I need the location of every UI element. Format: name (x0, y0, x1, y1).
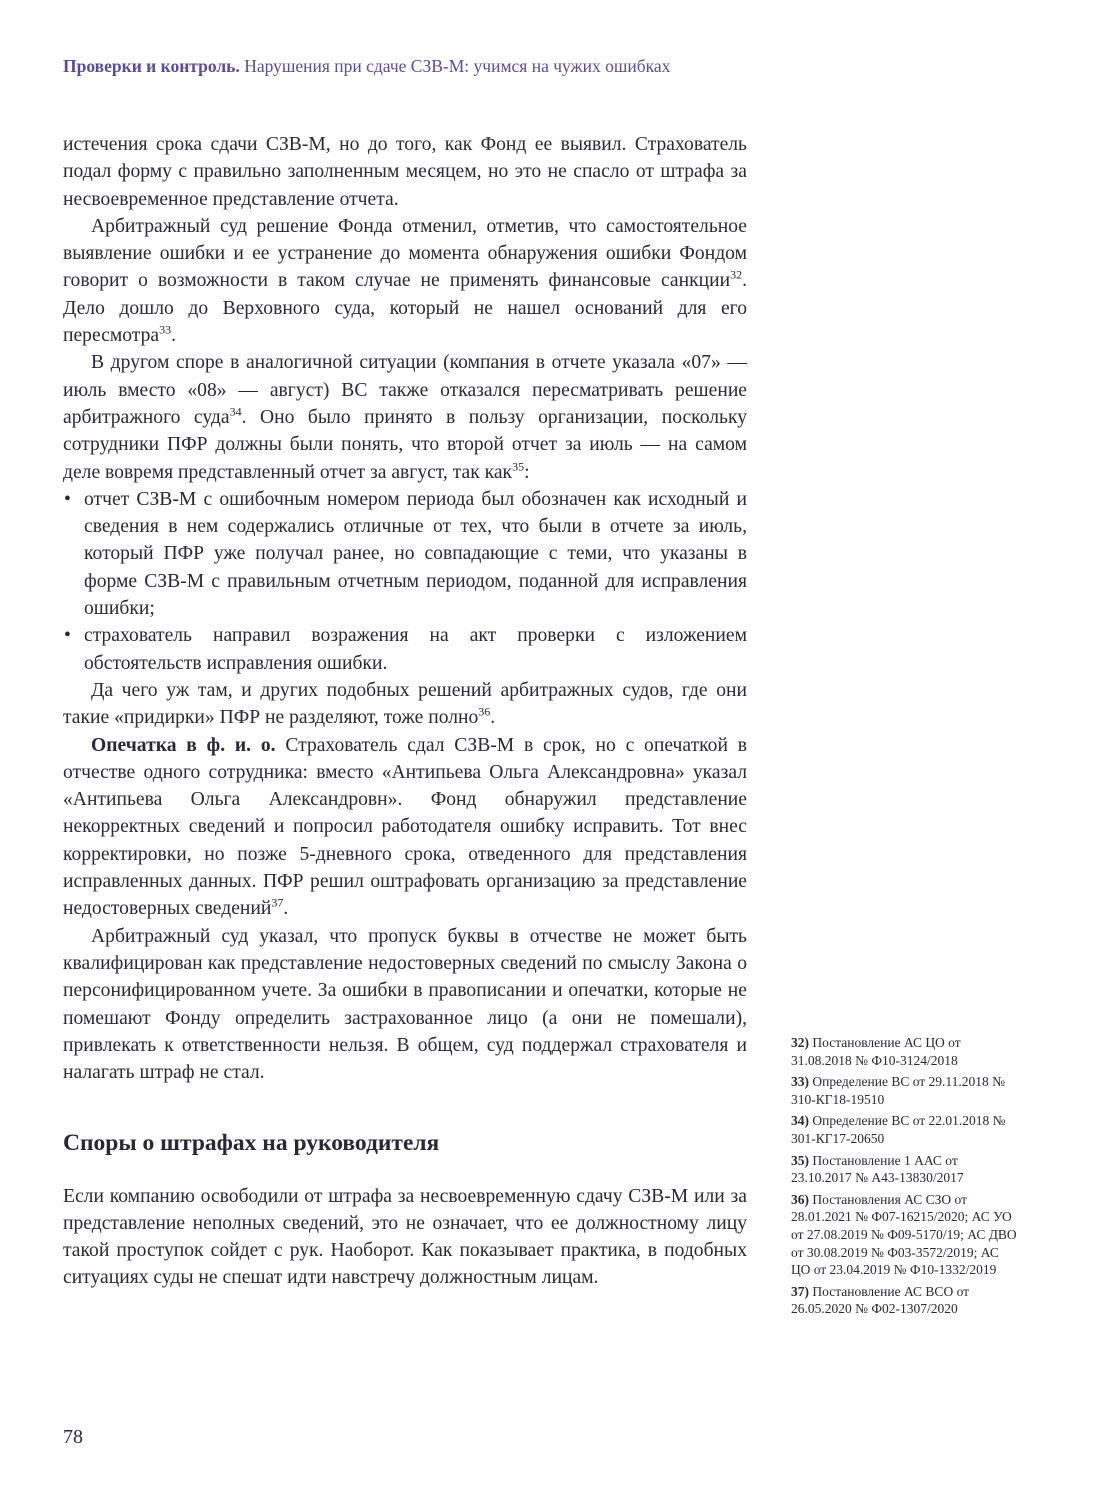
text-segment: В другом споре в аналогичной ситуации (компания в отчете указала «07» — июль вместо «08» — август) ВС также отказался пересматривать решение арбитражного суда (63, 352, 747, 428)
text-segment: : (524, 461, 530, 483)
run-in-heading-typo: Опечатка в ф. и. о. (91, 734, 276, 756)
paragraph-court-cancelled (63, 213, 747, 349)
footnote-number: 32) (791, 1035, 809, 1050)
footnote-text: Определение ВС от 22.01.2018 № 301-КГ17-20650 (791, 1113, 1006, 1146)
footnote-text: Постановление 1 ААС от 23.10.2017 № А43-13830/2017 (791, 1152, 964, 1186)
footnote-ref-37: 37 (271, 895, 284, 910)
footnote-35 (791, 1152, 1017, 1187)
footnote-37 (791, 1283, 1017, 1318)
bullet-list (63, 486, 747, 677)
text-segment: . (490, 707, 496, 729)
paragraph-similar-rulings (63, 677, 747, 732)
footnote-ref-36: 36 (478, 704, 491, 719)
footnote-text: Постановление АС ЦО от 31.08.2018 № Ф10-3124/2018 (791, 1035, 961, 1068)
page-number: 78 (63, 1426, 83, 1448)
footnote-ref-32: 32 (730, 267, 743, 282)
footnote-ref-35: 35 (512, 459, 525, 474)
text-segment: . (283, 898, 289, 920)
article-body (63, 131, 747, 1292)
paragraph-continuation: истечения срока сдачи СЗВ-М, но до того, как Фонд ее выявил. Страхователь подал форму с правильно заполненным месяцем, но это не спасло от штрафа за несвоевременное представление отчета. (63, 134, 747, 210)
paragraph-missing-letter: Арбитражный суд указал, что пропуск буквы в отчестве не может быть квалифицирован как представление недостоверных сведений по смыслу Закона о персонифицированном учете. За ошибки в правописании и опечатки, которые не помешают Фонду определить застрахованное лицо (а они не помешали), привлекать к ответственности нельзя. В общем, суд поддержал страхователя и налагать штраф не стал. (63, 925, 747, 1084)
footnote-number: 37) (791, 1283, 809, 1299)
footnote-text: Постановление АС ВСО от 26.05.2020 № Ф02-1307/2020 (791, 1283, 970, 1317)
footnote-number: 36) (791, 1191, 809, 1207)
footnote-34 (791, 1112, 1017, 1147)
footnotes-column (791, 1034, 1017, 1322)
text-segment: Арбитражный суд решение Фонда отменил, отметив, что самостоятельное выявление ошибки и ее устранение до момента обнаружения ошибки Фондом говорит о возможности в таком случае не применять финансовые санкции (63, 215, 747, 292)
paragraph-director-fines: Если компанию освободили от штрафа за несвоевременную сдачу СЗВ-М или за представление неполных сведений, это не означает, что ее должностному лицу такой проступок сойдет с рук. Наоборот. Как показывает практика, в подобных ситуациях суды не спешат идти навстречу должностным лицам. (63, 1185, 747, 1289)
footnote-number: 33) (791, 1074, 809, 1090)
footnote-number: 34) (791, 1113, 809, 1129)
footnote-36 (791, 1191, 1017, 1279)
bullet-item-objections: • страхователь направил возражения на акт проверки с изложением обстоятельств исправления ошибки. (63, 622, 747, 677)
running-head (63, 55, 1043, 77)
running-head-section: Проверки и контроль. (63, 56, 240, 76)
footnote-33 (791, 1073, 1017, 1108)
footnote-ref-33: 33 (159, 322, 172, 337)
bullet-item-wrong-period: • отчет СЗВ-М с ошибочным номером периода был обозначен как исходный и сведения в нем содержались отличные от тех, что были в отчете за июль, который ПФР уже получал ранее, но совпадающие с теми, что указаны в форме СЗВ-М с правильным отчетным периодом, поданной для исправления ошибки; (63, 486, 747, 622)
footnote-number: 35) (791, 1152, 809, 1168)
text-segment: Страхователь сдал СЗВ-М в срок, но с опечаткой в отчестве одного сотрудника: вместо «Антипьева Ольга Александровна» указал «Антипьева Ольга Александровн». Фонд обнаружил представление некорректных сведений и попросил работодателя ошибку исправить. Тот внес корректировки, но позже 5-дневного срока, отведенного для представления исправленных данных. ПФР решил оштрафовать организацию за представление недостоверных сведений (63, 734, 747, 920)
footnote-text: Определение ВС от 29.11.2018 № 310-КГ18-19510 (791, 1074, 1006, 1107)
text-segment: . (171, 325, 176, 347)
footnote-text: Постановления АС СЗО от 28.01.2021 № Ф07-16215/2020; АС УО от 27.08.2019 № Ф09-5170/19; АС ДВО от 30.08.2019 № Ф03-3572/2019; АС ЦО от 23.04.2019 № Ф10-1332/2019 (791, 1191, 1017, 1278)
paragraph-other-dispute (63, 349, 747, 485)
text-segment: . Дело дошло до Верховного суда, который не нашел оснований для его пересмотра (63, 270, 747, 347)
text-segment: . Оно было принято в пользу организации, поскольку сотрудники ПФР должны были понять, что второй отчет за июль — на самом деле вовремя представленный отчет за август, так как (63, 406, 747, 483)
footnote-32 (791, 1034, 1017, 1069)
section-heading-director-fines: Споры о штрафах на руководителя (63, 1130, 440, 1157)
paragraph-typo-in-name (63, 732, 747, 923)
running-head-title: Нарушения при сдаче СЗВ-М: учимся на чужих ошибках (244, 56, 671, 76)
text-segment: Да чего уж там, и других подобных решений арбитражных судов, где они такие «придирки» ПФР не разделяют, тоже полно (63, 679, 747, 729)
footnote-ref-34: 34 (229, 404, 242, 419)
